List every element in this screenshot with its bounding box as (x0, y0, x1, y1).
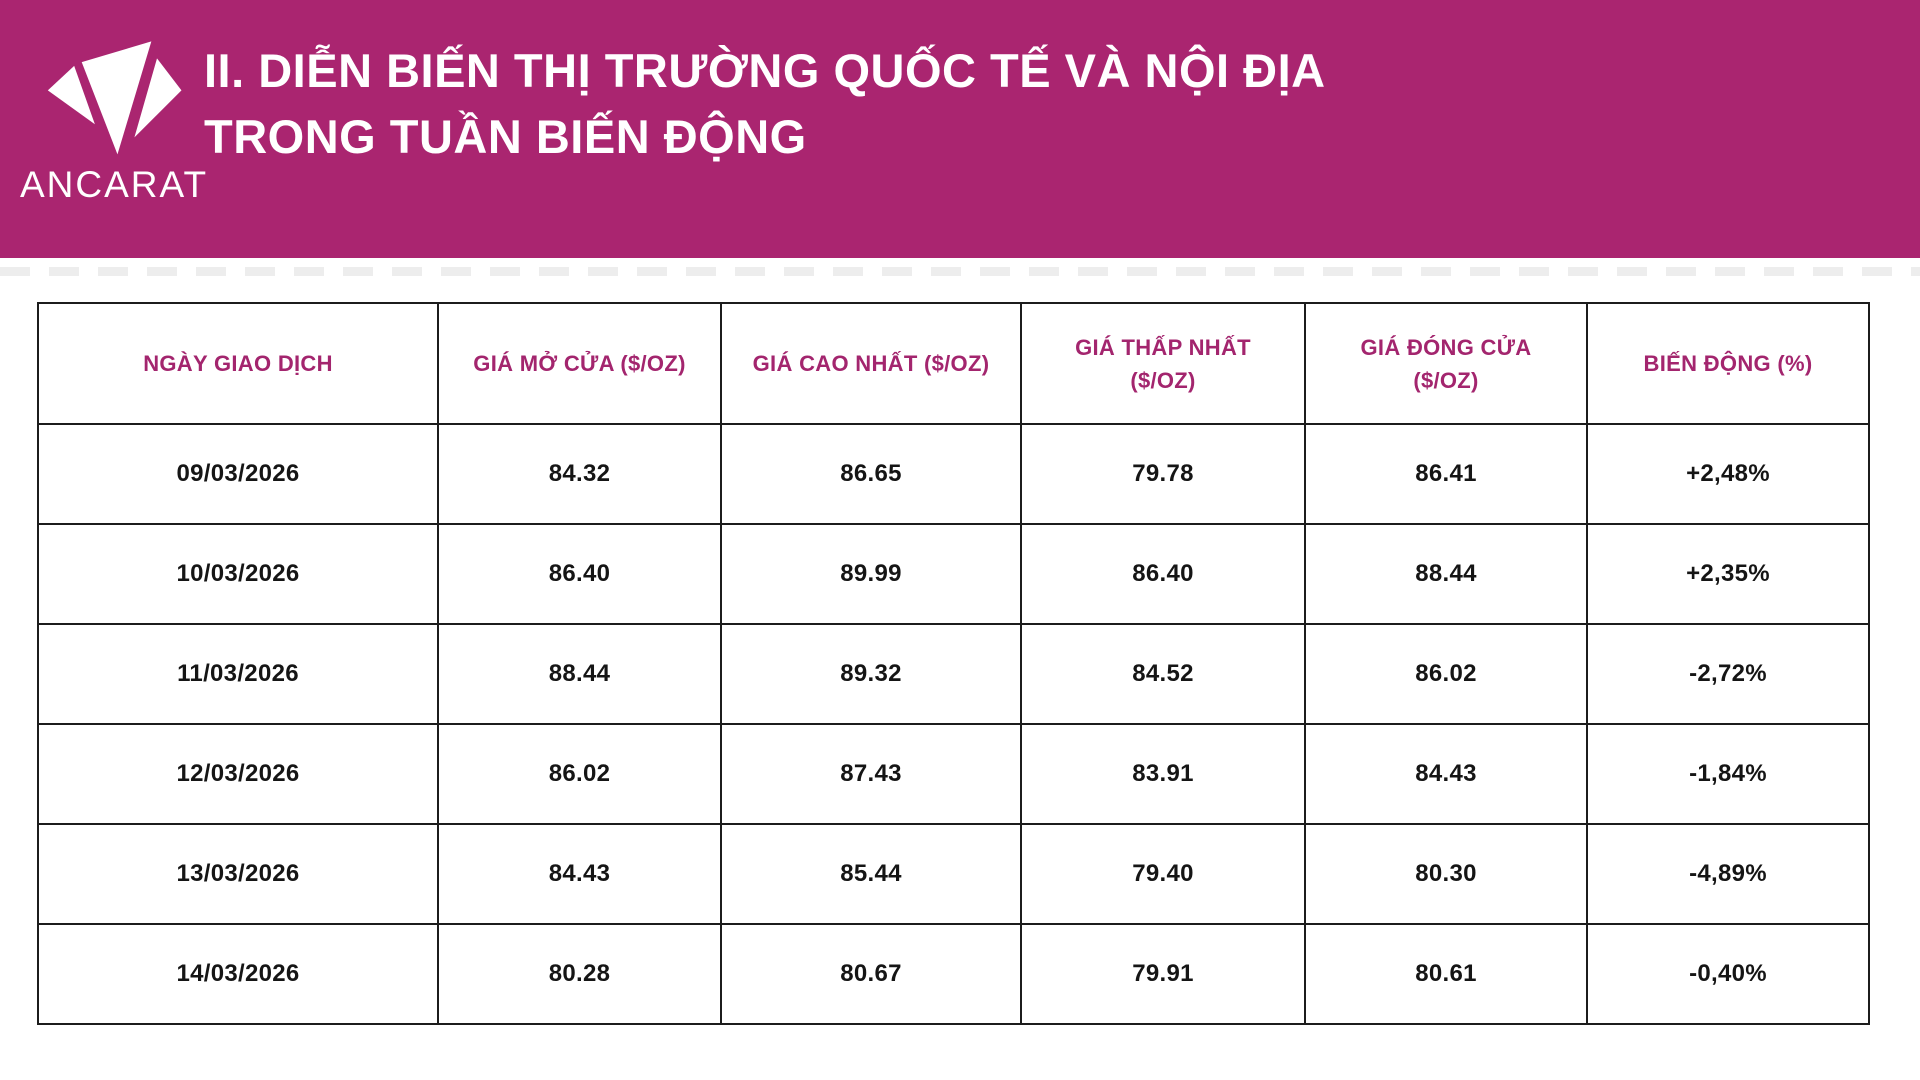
page-title-line1: II. DIỄN BIẾN THỊ TRƯỜNG QUỐC TẾ VÀ NỘI ĐỊA (204, 44, 1326, 97)
date-cell: 10/03/2026 (38, 524, 438, 624)
high-price-cell: 89.32 (721, 624, 1021, 724)
change-cell: +2,48% (1587, 424, 1869, 524)
table-row (38, 624, 1869, 724)
change-cell: +2,35% (1587, 524, 1869, 624)
high-price-cell: 87.43 (721, 724, 1021, 824)
table-row (38, 524, 1869, 624)
date-cell: 12/03/2026 (38, 724, 438, 824)
close-price-cell: 80.30 (1305, 824, 1587, 924)
header-row (38, 303, 1869, 424)
high-price-cell: 80.67 (721, 924, 1021, 1024)
column-header-date: NGÀY GIAO DỊCH (38, 303, 438, 424)
open-price-cell: 86.40 (438, 524, 721, 624)
open-price-cell: 80.28 (438, 924, 721, 1024)
page-title (204, 38, 1890, 170)
high-price-cell: 85.44 (721, 824, 1021, 924)
low-price-cell: 79.40 (1021, 824, 1305, 924)
high-price-cell: 86.65 (721, 424, 1021, 524)
table-row (38, 924, 1869, 1024)
table-row (38, 724, 1869, 824)
open-price-cell: 84.43 (438, 824, 721, 924)
date-cell: 14/03/2026 (38, 924, 438, 1024)
date-cell: 13/03/2026 (38, 824, 438, 924)
banner (0, 0, 1920, 258)
brand-name: ANCARAT (20, 164, 209, 205)
table-row (38, 824, 1869, 924)
column-header-open: GIÁ MỞ CỬA ($/OZ) (438, 303, 721, 424)
low-price-cell: 86.40 (1021, 524, 1305, 624)
close-price-cell: 86.41 (1305, 424, 1587, 524)
table-row (38, 424, 1869, 524)
close-price-cell: 86.02 (1305, 624, 1587, 724)
change-cell: -4,89% (1587, 824, 1869, 924)
brand-logo (20, 30, 209, 206)
page-title-line2: TRONG TUẦN BIẾN ĐỘNG (204, 109, 807, 163)
open-price-cell: 88.44 (438, 624, 721, 724)
column-header-low: GIÁ THẤP NHẤT ($/OZ) (1021, 303, 1305, 424)
date-cell: 11/03/2026 (38, 624, 438, 724)
close-price-cell: 88.44 (1305, 524, 1587, 624)
high-price-cell: 89.99 (721, 524, 1021, 624)
close-price-cell: 84.43 (1305, 724, 1587, 824)
low-price-cell: 79.91 (1021, 924, 1305, 1024)
close-price-cell: 80.61 (1305, 924, 1587, 1024)
column-header-change: BIẾN ĐỘNG (%) (1587, 303, 1869, 424)
change-cell: -0,40% (1587, 924, 1869, 1024)
dashed-divider (0, 267, 1920, 276)
change-cell: -1,84% (1587, 724, 1869, 824)
date-cell: 09/03/2026 (38, 424, 438, 524)
open-price-cell: 86.02 (438, 724, 721, 824)
column-header-high: GIÁ CAO NHẤT ($/OZ) (721, 303, 1021, 424)
change-cell: -2,72% (1587, 624, 1869, 724)
price-table (37, 302, 1870, 1025)
low-price-cell: 83.91 (1021, 724, 1305, 824)
gem-icon (29, 30, 189, 162)
low-price-cell: 79.78 (1021, 424, 1305, 524)
column-header-close: GIÁ ĐÓNG CỬA ($/OZ) (1305, 303, 1587, 424)
open-price-cell: 84.32 (438, 424, 721, 524)
low-price-cell: 84.52 (1021, 624, 1305, 724)
